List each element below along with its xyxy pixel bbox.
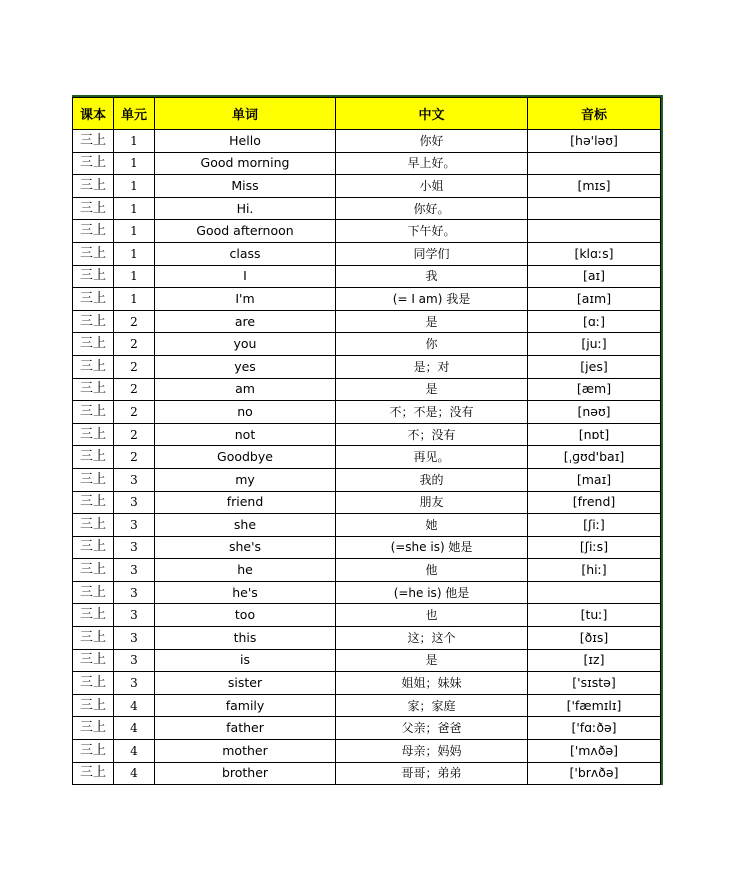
cell-chinese: 是	[336, 378, 528, 401]
cell-chinese: (=she is) 她是	[336, 536, 528, 559]
cell-word: are	[155, 310, 336, 333]
cell-chinese: 我	[336, 265, 528, 288]
cell-word: I'm	[155, 288, 336, 311]
table-row	[73, 694, 661, 717]
cell-unit: 1	[114, 242, 155, 265]
cell-phonetic: [aɪm]	[528, 288, 661, 311]
cell-textbook: 三上	[73, 197, 114, 220]
cell-phonetic: [maɪ]	[528, 468, 661, 491]
cell-phonetic: ['brʌðə]	[528, 762, 661, 785]
cell-chinese: (=he is) 他是	[336, 581, 528, 604]
table-row	[73, 378, 661, 401]
cell-chinese: 你好。	[336, 197, 528, 220]
cell-chinese: 是	[336, 649, 528, 672]
cell-unit: 1	[114, 130, 155, 153]
cell-unit: 3	[114, 491, 155, 514]
table-row	[73, 762, 661, 785]
cell-unit: 1	[114, 152, 155, 175]
cell-word: Hi.	[155, 197, 336, 220]
cell-phonetic: ['sɪstə]	[528, 672, 661, 695]
table-row	[73, 130, 661, 153]
table-row	[73, 559, 661, 582]
table-row	[73, 740, 661, 763]
cell-word: sister	[155, 672, 336, 695]
cell-chinese: 我的	[336, 468, 528, 491]
cell-unit: 4	[114, 694, 155, 717]
cell-word: class	[155, 242, 336, 265]
cell-word: is	[155, 649, 336, 672]
cell-word: yes	[155, 355, 336, 378]
cell-phonetic: [hə'ləʊ]	[528, 130, 661, 153]
cell-textbook: 三上	[73, 559, 114, 582]
cell-chinese: (= I am) 我是	[336, 288, 528, 311]
cell-word: I	[155, 265, 336, 288]
vocabulary-sheet	[72, 95, 663, 785]
table-row	[73, 514, 661, 537]
cell-unit: 2	[114, 310, 155, 333]
cell-phonetic	[528, 197, 661, 220]
cell-word: she's	[155, 536, 336, 559]
cell-chinese: 你好	[336, 130, 528, 153]
header-unit: 单元	[114, 98, 155, 130]
cell-unit: 4	[114, 740, 155, 763]
cell-textbook: 三上	[73, 514, 114, 537]
table-row	[73, 468, 661, 491]
cell-phonetic: [ʃiː]	[528, 514, 661, 537]
cell-phonetic: [jes]	[528, 355, 661, 378]
cell-unit: 1	[114, 220, 155, 243]
cell-chinese: 小姐	[336, 175, 528, 198]
cell-unit: 2	[114, 423, 155, 446]
cell-phonetic	[528, 220, 661, 243]
cell-textbook: 三上	[73, 242, 114, 265]
table-row	[73, 672, 661, 695]
cell-word: am	[155, 378, 336, 401]
cell-unit: 1	[114, 288, 155, 311]
cell-chinese: 早上好。	[336, 152, 528, 175]
cell-phonetic: [ɑː]	[528, 310, 661, 333]
cell-chinese: 母亲；妈妈	[336, 740, 528, 763]
cell-chinese: 哥哥；弟弟	[336, 762, 528, 785]
table-row	[73, 536, 661, 559]
cell-chinese: 不；没有	[336, 423, 528, 446]
cell-chinese: 家；家庭	[336, 694, 528, 717]
cell-phonetic: [hiː]	[528, 559, 661, 582]
table-row	[73, 604, 661, 627]
cell-textbook: 三上	[73, 446, 114, 469]
table-row	[73, 288, 661, 311]
vocabulary-table	[72, 97, 661, 785]
table-row	[73, 355, 661, 378]
cell-phonetic: [ʃiːs]	[528, 536, 661, 559]
header-row	[73, 98, 661, 130]
cell-unit: 2	[114, 378, 155, 401]
cell-textbook: 三上	[73, 265, 114, 288]
cell-chinese: 她	[336, 514, 528, 537]
cell-textbook: 三上	[73, 310, 114, 333]
cell-phonetic	[528, 152, 661, 175]
header-word: 单词	[155, 98, 336, 130]
cell-textbook: 三上	[73, 401, 114, 424]
table-row	[73, 220, 661, 243]
cell-unit: 3	[114, 581, 155, 604]
cell-textbook: 三上	[73, 604, 114, 627]
cell-word: you	[155, 333, 336, 356]
cell-textbook: 三上	[73, 536, 114, 559]
cell-textbook: 三上	[73, 649, 114, 672]
cell-word: not	[155, 423, 336, 446]
table-body	[73, 130, 661, 785]
cell-unit: 3	[114, 604, 155, 627]
cell-chinese: 他	[336, 559, 528, 582]
table-row	[73, 333, 661, 356]
cell-unit: 4	[114, 717, 155, 740]
cell-textbook: 三上	[73, 491, 114, 514]
table-row	[73, 310, 661, 333]
table-row	[73, 152, 661, 175]
cell-word: family	[155, 694, 336, 717]
cell-phonetic: [æm]	[528, 378, 661, 401]
cell-word: my	[155, 468, 336, 491]
table-row	[73, 197, 661, 220]
cell-word: this	[155, 627, 336, 650]
cell-textbook: 三上	[73, 378, 114, 401]
cell-unit: 4	[114, 762, 155, 785]
cell-textbook: 三上	[73, 581, 114, 604]
cell-word: he	[155, 559, 336, 582]
cell-textbook: 三上	[73, 627, 114, 650]
cell-unit: 3	[114, 559, 155, 582]
cell-unit: 3	[114, 627, 155, 650]
cell-textbook: 三上	[73, 220, 114, 243]
cell-unit: 3	[114, 672, 155, 695]
cell-phonetic: [klɑːs]	[528, 242, 661, 265]
cell-word: father	[155, 717, 336, 740]
cell-word: friend	[155, 491, 336, 514]
table-row	[73, 446, 661, 469]
cell-word: Good morning	[155, 152, 336, 175]
cell-unit: 1	[114, 197, 155, 220]
cell-phonetic: [frend]	[528, 491, 661, 514]
cell-phonetic: [ˌɡʊd'baɪ]	[528, 446, 661, 469]
table-row	[73, 265, 661, 288]
table-row	[73, 491, 661, 514]
cell-phonetic: ['fæmɪlɪ]	[528, 694, 661, 717]
cell-unit: 2	[114, 446, 155, 469]
cell-phonetic	[528, 581, 661, 604]
cell-textbook: 三上	[73, 175, 114, 198]
cell-unit: 3	[114, 536, 155, 559]
cell-textbook: 三上	[73, 423, 114, 446]
cell-textbook: 三上	[73, 152, 114, 175]
cell-word: Good afternoon	[155, 220, 336, 243]
cell-textbook: 三上	[73, 333, 114, 356]
cell-chinese: 这；这个	[336, 627, 528, 650]
table-row	[73, 627, 661, 650]
cell-textbook: 三上	[73, 762, 114, 785]
cell-textbook: 三上	[73, 717, 114, 740]
cell-chinese: 朋友	[336, 491, 528, 514]
cell-textbook: 三上	[73, 694, 114, 717]
header-textbook: 课本	[73, 98, 114, 130]
cell-textbook: 三上	[73, 288, 114, 311]
cell-textbook: 三上	[73, 355, 114, 378]
cell-phonetic: [nɒt]	[528, 423, 661, 446]
cell-phonetic: [tuː]	[528, 604, 661, 627]
cell-phonetic: [nəʊ]	[528, 401, 661, 424]
cell-phonetic: [mɪs]	[528, 175, 661, 198]
cell-textbook: 三上	[73, 130, 114, 153]
header-phonetic: 音标	[528, 98, 661, 130]
cell-unit: 3	[114, 468, 155, 491]
cell-chinese: 是	[336, 310, 528, 333]
cell-word: Hello	[155, 130, 336, 153]
table-row	[73, 581, 661, 604]
cell-chinese: 也	[336, 604, 528, 627]
cell-word: mother	[155, 740, 336, 763]
cell-phonetic: ['fɑːðə]	[528, 717, 661, 740]
table-row	[73, 242, 661, 265]
cell-chinese: 再见。	[336, 446, 528, 469]
cell-unit: 2	[114, 355, 155, 378]
table-row	[73, 175, 661, 198]
cell-unit: 1	[114, 175, 155, 198]
cell-textbook: 三上	[73, 740, 114, 763]
cell-phonetic: [ɪz]	[528, 649, 661, 672]
table-row	[73, 423, 661, 446]
cell-word: Goodbye	[155, 446, 336, 469]
cell-phonetic: [aɪ]	[528, 265, 661, 288]
cell-phonetic: [juː]	[528, 333, 661, 356]
cell-phonetic: ['mʌðə]	[528, 740, 661, 763]
cell-unit: 3	[114, 514, 155, 537]
cell-word: she	[155, 514, 336, 537]
cell-word: too	[155, 604, 336, 627]
cell-chinese: 同学们	[336, 242, 528, 265]
header-chinese: 中文	[336, 98, 528, 130]
cell-chinese: 姐姐；妹妹	[336, 672, 528, 695]
cell-word: no	[155, 401, 336, 424]
cell-word: Miss	[155, 175, 336, 198]
table-row	[73, 649, 661, 672]
cell-unit: 1	[114, 265, 155, 288]
cell-chinese: 是；对	[336, 355, 528, 378]
cell-phonetic: [ðɪs]	[528, 627, 661, 650]
cell-chinese: 不；不是；没有	[336, 401, 528, 424]
table-row	[73, 401, 661, 424]
cell-chinese: 父亲；爸爸	[336, 717, 528, 740]
cell-chinese: 下午好。	[336, 220, 528, 243]
cell-chinese: 你	[336, 333, 528, 356]
cell-textbook: 三上	[73, 468, 114, 491]
cell-unit: 3	[114, 649, 155, 672]
cell-word: brother	[155, 762, 336, 785]
cell-textbook: 三上	[73, 672, 114, 695]
cell-word: he's	[155, 581, 336, 604]
cell-unit: 2	[114, 333, 155, 356]
cell-unit: 2	[114, 401, 155, 424]
table-row	[73, 717, 661, 740]
